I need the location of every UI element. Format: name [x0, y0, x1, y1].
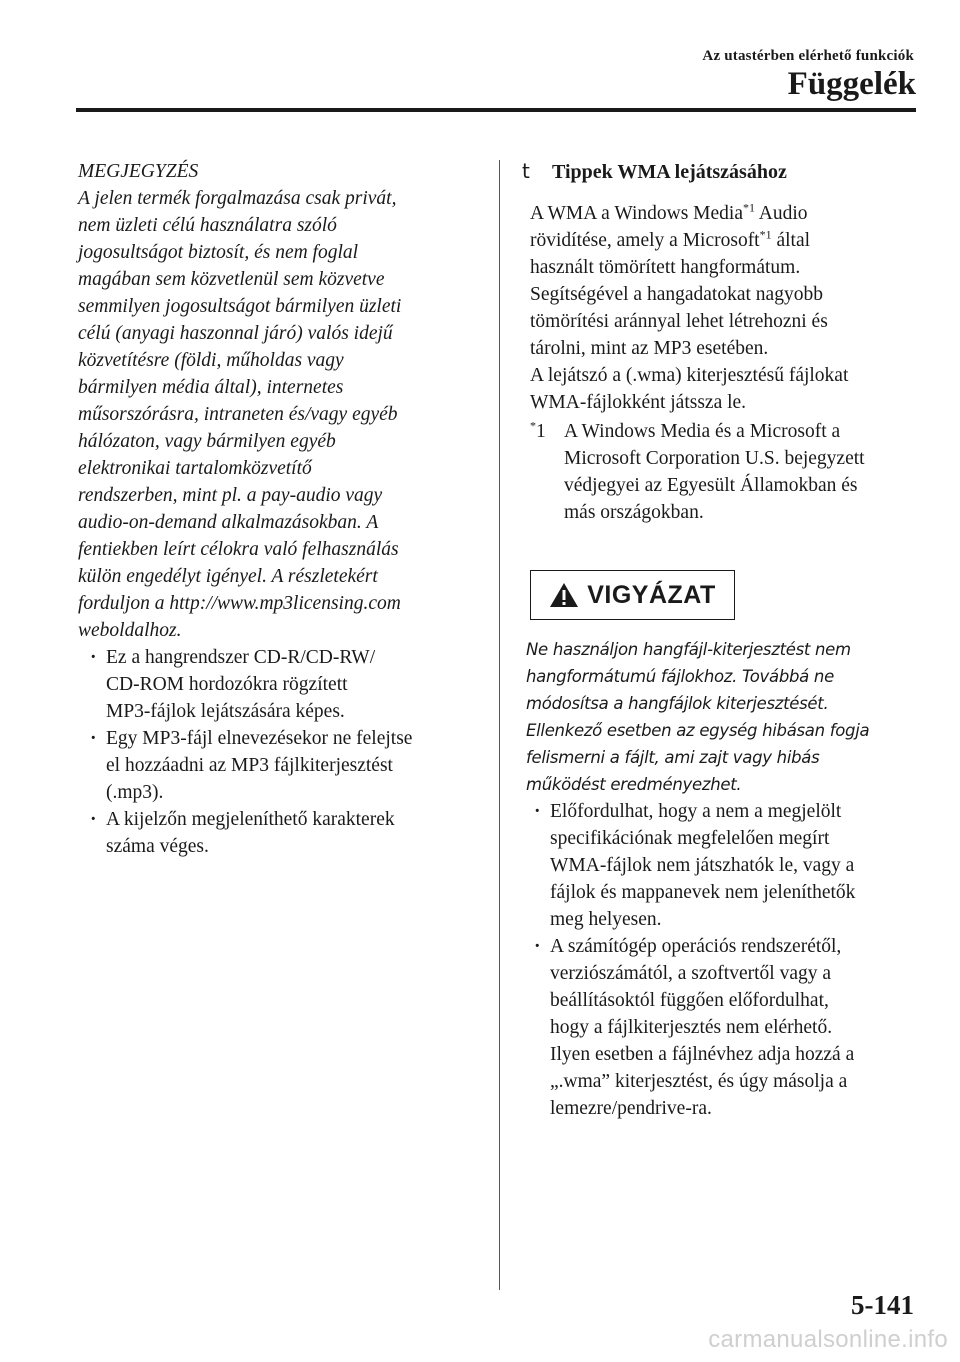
header-rule: [76, 108, 916, 112]
wma-heading: [522, 158, 922, 186]
right-column: [522, 158, 922, 1122]
note-line: hálózaton, vagy bármilyen egyéb: [78, 431, 336, 452]
wma-heading-text: Tippek WMA lejátszásához: [552, 161, 787, 183]
chapter-title: Az utastérben elérhető funkciók: [702, 48, 914, 64]
note-line: semmilyen jogosultságot bármilyen üzleti: [78, 296, 402, 317]
column-divider: [499, 160, 500, 1290]
left-column: [78, 158, 478, 860]
caution-box: [530, 570, 735, 620]
list-item: · A kijelzőn megjeleníthető karakterek száma véges.: [78, 806, 478, 860]
note-line: elektronikai tartalomközvetítő: [78, 458, 312, 479]
note-line: A jelen termék forgalmazása csak privát,: [78, 188, 397, 209]
section-marker-icon: t: [522, 159, 530, 183]
caution-label: VIGYÁZAT: [587, 580, 716, 609]
warning-triangle-icon: [549, 582, 579, 608]
watermark: carmanualsonline.info: [708, 1326, 948, 1353]
note-line: műsorszórásra, intraneten és/vagy egyéb: [78, 404, 398, 425]
list-item: · Előfordulhat, hogy a nem a megjelölt specifikációnak megfelelően megírt WMA-fájlok nem játszhatók le, vagy a fájlok és mappanevek nem jeleníthetők meg helyesen.: [522, 798, 922, 933]
note-line: magában sem közvetlenül sem közvetve: [78, 269, 385, 290]
note-title: MEGJEGYZÉS: [78, 161, 199, 182]
note-line: jogosultságot biztosít, és nem foglal: [78, 242, 359, 263]
note-line: forduljon a http://www.mp3licensing.com: [78, 593, 401, 614]
caution-text: Ne használjon hangfájl-kiterjesztést nem hangformátumú fájlokhoz. Továbbá ne módosítsa a hangfájlok kiterjesztését. Ellenkező esetben az egység hibásan fogja felismerni a fájlt, ami zajt vagy hibás működést eredményezhet.: [526, 640, 870, 794]
section-title: Függelék: [787, 66, 916, 102]
note-line: bármilyen média által), internetes: [78, 377, 344, 398]
note-line: külön engedélyt igényel. A részletekért: [78, 566, 378, 587]
mp3-bullet-list: [78, 644, 478, 860]
trademark-footnote: *1 A Windows Media és a Microsoft a Microsoft Corporation U.S. bejegyzett védjegyei az Egyesült Államokban és más országokban.: [530, 418, 865, 523]
wma-paragraph: A WMA a Windows Media$^{*1}$ Audio rövidítése, amely a Microsoft$^{*1}$ által használt tömörített hangformátum. Segítségével a hangadatokat nagyobb tömörítési aránnyal lehet létrehozni és tárolni, mint az MP3 esetében. A lejátszó a (.wma) kiterjesztésű fájlokat WMA-fájlokként játssza le.: [530, 200, 849, 413]
note-line: fentiekben leírt célokra való felhasználás: [78, 539, 399, 560]
note-line: nem üzleti célú használatra szóló: [78, 215, 337, 236]
note-line: célú (anyagi haszonnal járó) valós idejű: [78, 323, 393, 344]
list-item: · Egy MP3-fájl elnevezésekor ne felejtse el hozzáadni az MP3 fájlkiterjesztést (.mp3).: [78, 725, 478, 806]
list-item: · A számítógép operációs rendszerétől, verziószámától, a szoftvertől vagy a beállításoktól függően előfordulhat, hogy a fájlkiterjesztés nem elérhető. Ilyen esetben a fájlnévhez adja hozzá a „.wma” kiterjesztést, és úgy másolja a lemezre/pendrive-ra.: [522, 933, 922, 1122]
note-line: rendszerben, mint pl. a pay-audio vagy: [78, 485, 383, 506]
note-line: audio-on-demand alkalmazásokban. A: [78, 512, 379, 533]
page-number: 5-141: [851, 1290, 914, 1320]
wma-bullet-list: [522, 798, 922, 1122]
list-item: · Ez a hangrendszer CD-R/CD-RW/ CD-ROM hordozókra rögzített MP3-fájlok lejátszására képes.: [78, 644, 478, 725]
note-body: [78, 185, 478, 644]
note-line: közvetítésre (földi, műholdas vagy: [78, 350, 344, 371]
note-line: weboldalhoz.: [78, 620, 182, 641]
